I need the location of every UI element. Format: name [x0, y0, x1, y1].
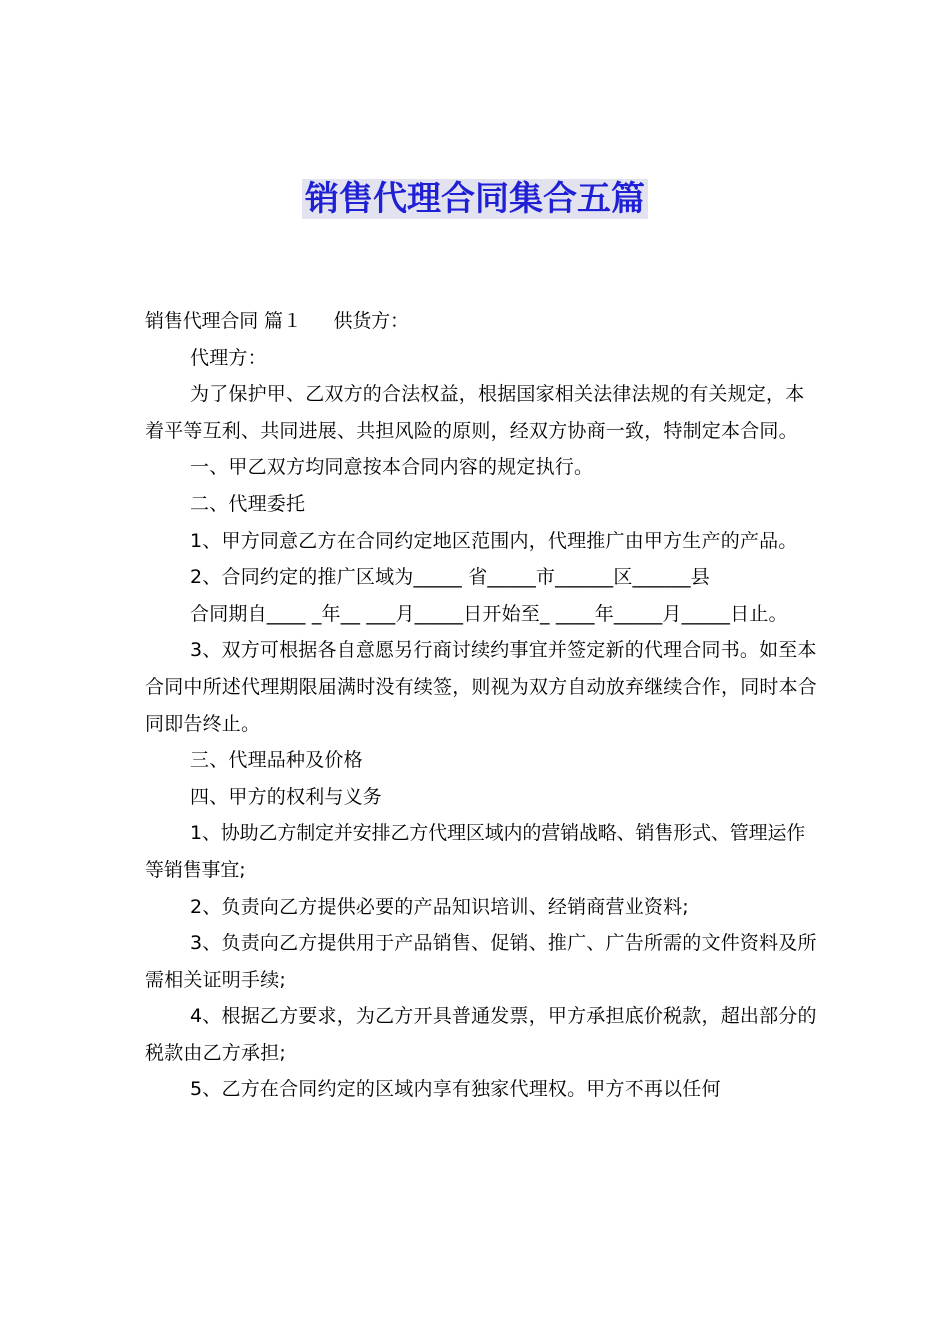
paragraph-clause-4-heading: 四、甲方的权利与义务 [190, 785, 383, 808]
document-title-text: 销售代理合同集合五篇 [302, 179, 648, 219]
paragraph-clause-2-item-3: 3、双方可根据各自意愿另行商讨续约事宜并签定新的代理合同书。如至本合同中所述代理期限届满时没有续签，则视为双方自动放弃继续合作，同时本合同即告终止。 [145, 639, 818, 735]
paragraph-clause-4-item-5: 5、乙方在合同约定的区域内享有独家代理权。甲方不再以任何 [190, 1078, 721, 1101]
paragraph-preamble: 为了保护甲、乙双方的合法权益，根据国家相关法律法规的有关规定，本着平等互利、共同进展、共担风险的原则，经双方协商一致，特制定本合同。 [145, 383, 805, 442]
paragraph-clause-2-item-1: 1、甲方同意乙方在合同约定地区范围内，代理推广由甲方生产的产品。 [190, 529, 798, 552]
paragraph-heading-line: 销售代理合同 篇１ 供货方： [145, 310, 409, 332]
paragraph-contract-period: 合同期自____ _年__ ___月_____日开始至_ ____年_____月_____日止。 [190, 602, 788, 625]
paragraph-agent-party: 代理方： [190, 346, 267, 369]
paragraph-clause-3-heading: 三、代理品种及价格 [190, 749, 363, 772]
paragraph-clause-2-item-2: 2、合同约定的推广区域为_____ 省_____市______区______县 [190, 566, 710, 589]
paragraph-clause-1: 一、甲乙双方均同意按本合同内容的规定执行。 [190, 456, 594, 479]
paragraph-clause-4-item-1: 1、协助乙方制定并安排乙方代理区域内的营销战略、销售形式、管理运作等销售事宜; [145, 822, 806, 881]
paragraph-clause-2-heading: 二、代理委托 [190, 492, 306, 515]
document-body [145, 303, 817, 1108]
paragraph-clause-4-item-4: 4、根据乙方要求，为乙方开具普通发票，甲方承担底价税款，超出部分的税款由乙方承担; [145, 1005, 817, 1064]
paragraph-clause-4-item-3: 3、负责向乙方提供用于产品销售、促销、推广、广告所需的文件资料及所需相关证明手续; [145, 932, 817, 991]
document-title [0, 176, 950, 222]
paragraph-clause-4-item-2: 2、负责向乙方提供必要的产品知识培训、经销商营业资料; [190, 895, 689, 918]
